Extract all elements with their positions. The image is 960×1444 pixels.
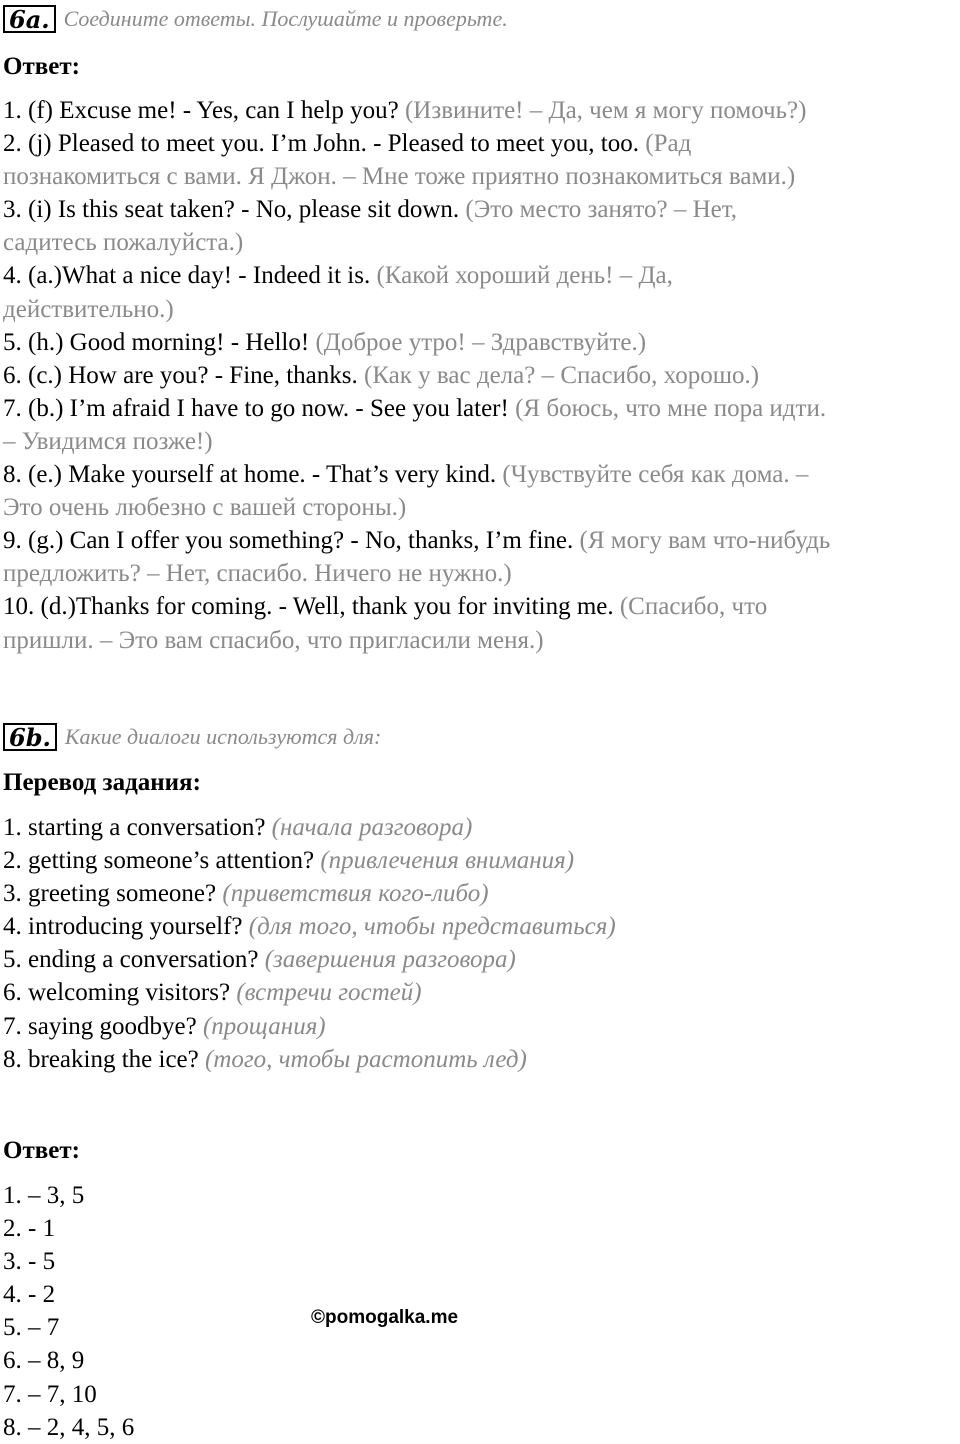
item-english: 2. getting someone’s attention?: [3, 847, 321, 875]
answer-line: [3, 293, 960, 326]
answer-line: [3, 127, 960, 160]
answer-english: 7. (b.) I’m afraid I have to go now. - See you later!: [3, 394, 516, 422]
answer-english: 6. (c.) How are you? - Fine, thanks.: [3, 361, 365, 389]
answer-english: 3. (i) Is this seat taken? - No, please sit down.: [3, 196, 466, 224]
item-translation: (встречи гостей): [236, 979, 422, 1007]
answer-translation: (Это место занято? – Нет,: [465, 196, 738, 224]
answer-english: 8. (e.) Make yourself at home. - That’s very kind.: [3, 461, 503, 489]
task-6b-answer-heading: Ответ:: [3, 1137, 80, 1164]
answer-item: 1. – 3, 5: [3, 1182, 85, 1209]
item-english: 3. greeting someone?: [3, 880, 223, 908]
task-6a-instruction: Соедините ответы. Послушайте и проверьте.: [63, 6, 508, 31]
item-english: 6. welcoming visitors?: [3, 979, 237, 1007]
answer-translation: познакомиться с вами. Я Джон. – Мне тоже приятно познакомиться вами.): [3, 163, 796, 191]
answer-line: [3, 259, 960, 292]
item-translation: (привлечения внимания): [320, 847, 575, 875]
item-translation: (приветствия кого-либо): [222, 880, 489, 908]
item-translation: (для того, чтобы представиться): [248, 913, 616, 941]
answer-line: [3, 557, 960, 590]
answer-english: 10. (d.)Thanks for coming. - Well, thank you for inviting me.: [3, 593, 620, 621]
answer-translation: – Увидимся позже!): [3, 427, 213, 455]
task-6b-item-list: [3, 811, 960, 1076]
task-6b-number: 6b.: [3, 723, 57, 751]
answer-item: 2. - 1: [3, 1215, 56, 1243]
answer-translation: (Какой хороший день! – Да,: [376, 262, 673, 290]
task-item: [3, 943, 960, 976]
item-english: 1. starting a conversation?: [3, 814, 272, 841]
task-item: [3, 976, 960, 1009]
answer-item: 8. – 2, 4, 5, 6: [3, 1413, 135, 1441]
answer-translation: действительно.): [3, 295, 174, 323]
task-6a-header: [3, 5, 508, 33]
item-translation: (прощания): [202, 1012, 326, 1040]
answer-item: 7. – 7, 10: [3, 1380, 97, 1408]
task-6a-number: 6a.: [3, 5, 56, 33]
answer-translation: (Извините! – Да, чем я могу помочь?): [404, 97, 807, 124]
task-6b-answer-list: [3, 1179, 960, 1444]
answer-item: 4. - 2: [3, 1281, 56, 1309]
answer-line: [3, 458, 960, 491]
item-english: 4. introducing yourself?: [3, 913, 249, 941]
answer-line: [3, 524, 960, 557]
answer-english: 1. (f) Excuse me! - Yes, can I help you?: [3, 97, 405, 124]
answer-translation: (Я могу вам что-нибудь: [579, 527, 831, 555]
task-6b-header: [3, 723, 381, 751]
answer-english: 9. (g.) Can I offer you something? - No, thanks, I’m fine.: [3, 527, 580, 555]
answer-item: 5. – 7: [3, 1314, 60, 1342]
answer-line: [3, 160, 960, 193]
answer-translation: предложить? – Нет, спасибо. Ничего не нужно.): [3, 560, 512, 588]
answer-line: [3, 359, 960, 392]
item-english: 7. saying goodbye?: [3, 1012, 203, 1040]
item-english: 8. breaking the ice?: [3, 1045, 205, 1073]
answer-line: [3, 392, 960, 425]
task-item: [3, 811, 960, 844]
answer-line: [3, 425, 960, 458]
answer-line: [3, 226, 960, 259]
answer-translation: садитесь пожалуйста.): [3, 229, 244, 257]
task-item: [3, 1043, 960, 1076]
answer-line: [3, 94, 960, 127]
item-translation: (того, чтобы растопить лед): [205, 1045, 527, 1073]
answer-english: 5. (h.) Good morning! - Hello!: [3, 328, 316, 356]
answer-line: [3, 326, 960, 359]
answer-translation: (Я боюсь, что мне пора идти.: [515, 394, 827, 422]
task-6a-answer-heading: Ответ:: [3, 53, 80, 80]
answer-item: 6. – 8, 9: [3, 1347, 85, 1375]
task-item: [3, 844, 960, 877]
task-item: [3, 910, 960, 943]
answer-translation: (Рад: [645, 130, 692, 158]
answer-item: 3. - 5: [3, 1248, 56, 1276]
answer-english: 2. (j) Pleased to meet you. I’m John. - Pleased to meet you, too.: [3, 130, 646, 158]
item-translation: (завершения разговора): [264, 946, 516, 974]
answer-translation: (Спасибо, что: [619, 593, 768, 621]
task-item: [3, 1010, 960, 1043]
answer-line: [3, 590, 960, 623]
answer-translation: Это очень любезно с вашей стороны.): [3, 494, 407, 522]
answer-line: [3, 193, 960, 226]
answer-line: [3, 491, 960, 524]
answer-english: 4. (a.)What a nice day! - Indeed it is.: [3, 262, 377, 290]
watermark: ©pomogalka.me: [311, 1307, 459, 1328]
task-6a-answer-list: [3, 94, 960, 657]
item-english: 5. ending a conversation?: [3, 946, 265, 974]
answer-translation: пришли. – Это вам спасибо, что пригласили меня.): [3, 626, 544, 654]
task-6b-translation-heading: Перевод задания:: [3, 769, 201, 796]
answer-line: [3, 624, 960, 657]
task-6b-instruction: Какие диалоги используются для:: [64, 724, 382, 749]
answer-translation: (Чувствуйте себя как дома. –: [502, 461, 809, 489]
task-item: [3, 877, 960, 910]
answer-translation: (Доброе утро! – Здравствуйте.): [315, 328, 647, 356]
answer-translation: (Как у вас дела? – Спасибо, хорошо.): [364, 361, 760, 389]
item-translation: (начала разговора): [271, 814, 473, 841]
